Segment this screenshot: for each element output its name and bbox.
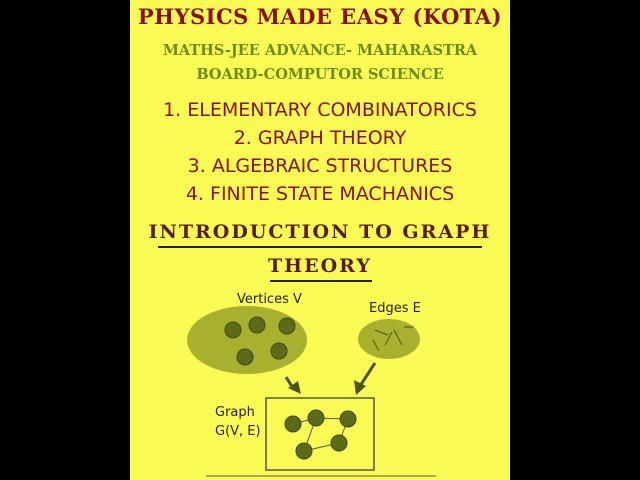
vertex-dot — [271, 343, 287, 359]
topic-item: 3. ALGEBRAIC STRUCTURES — [187, 155, 453, 177]
section-heading-line-1: INTRODUCTION TO GRAPH — [148, 221, 492, 243]
graph-diagram — [130, 0, 510, 480]
subtitle-line-1: MATHS-JEE ADVANCE- MAHARASTRA — [162, 42, 478, 59]
graph-vertex — [285, 416, 301, 432]
graph-box — [266, 398, 374, 470]
graph-vertex — [308, 410, 324, 426]
graph-label-line-2: G(V, E) — [215, 424, 261, 439]
vertex-dot — [237, 349, 253, 365]
vertex-dot — [225, 322, 241, 338]
graph-label-line-1: Graph — [215, 405, 255, 420]
graph-vertex — [340, 411, 356, 427]
arrow-edges-to-graph — [360, 363, 375, 386]
graph-vertex — [331, 435, 347, 451]
vertices-label: Vertices V — [237, 292, 302, 307]
edges-set-ellipse — [358, 319, 420, 359]
brand-title: PHYSICS MADE EASY (KOTA) — [137, 4, 503, 29]
topic-item: 4. FINITE STATE MACHANICS — [185, 183, 455, 205]
subtitle-line-2: BOARD-COMPUTOR SCIENCE — [196, 66, 444, 83]
section-heading-line-2: THEORY — [268, 255, 372, 277]
edges-label: Edges E — [369, 301, 421, 316]
topic-item: 1. ELEMENTARY COMBINATORICS — [163, 99, 477, 121]
topic-item: 2. GRAPH THEORY — [233, 127, 407, 149]
vertex-dot — [249, 317, 265, 333]
slide-panel — [130, 0, 510, 480]
graph-vertex — [296, 443, 312, 459]
vertex-dot — [279, 318, 295, 334]
